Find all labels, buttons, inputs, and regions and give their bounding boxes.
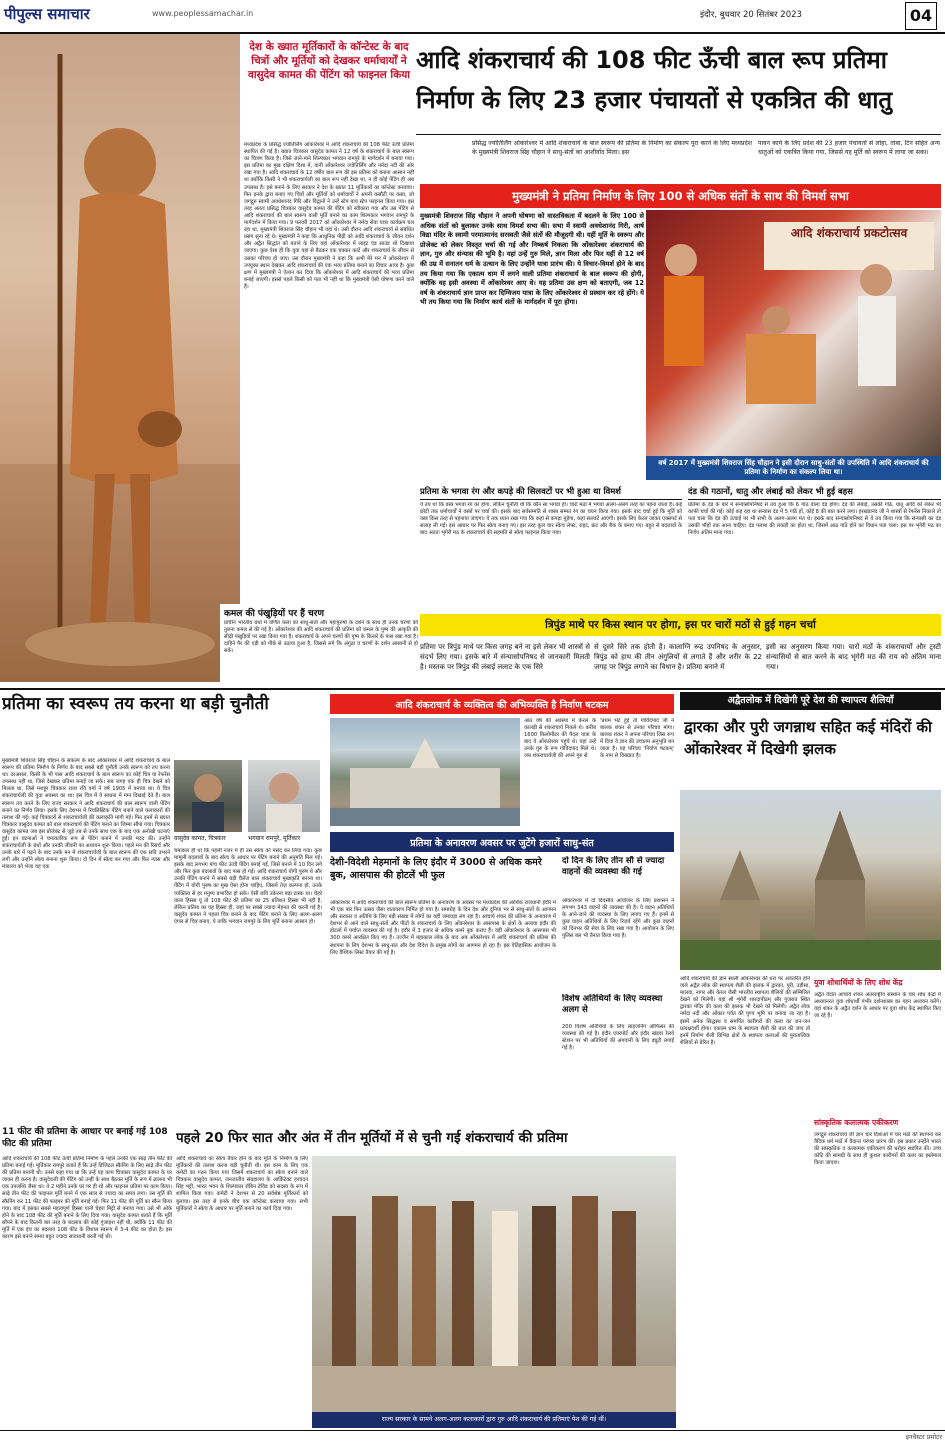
sabha-bar: मुख्यमंत्री ने प्रतिमा निर्माण के लिए 100 से अधिक संतों के साथ की विमर्श सभा (420, 184, 941, 208)
statue-photo (0, 34, 240, 682)
rampure-photo (248, 760, 320, 832)
murti-photo-caption: राज्य सरकार के सामने अलग-अलग कलाकारों द्वारा गुरु आदि शंकराचार्य की प्रतिमाएं पेश की गई थीं। (312, 1412, 676, 1428)
tripund-bar: त्रिपुंड माथे पर किस स्थान पर होगा, इस पर चारों मठों से हुई गहन चर्चा (420, 614, 941, 636)
sanskritik-body: जगद्गुरु शंकराचार्य जी ज्ञान चार दिशाओं में चार मठों की स्थापना कर वैदिक धर्म मठों में वैदान्त परंपरा प्रारंभ की। इस प्रकार उन्होंने भारत की सांस्कृतिक व कलात्मक एकीकरण की धरोहर स्थापित की। उच्च कोटि की सामग्री के साथ ही कुशल कारीगरों की कला का इस्तेमाल किया जाएगा। (814, 1132, 941, 1167)
advait-bar: अद्वैतलोक में दिखेगी पूरे देश की स्थापत्य शैलियाँ (727, 695, 894, 706)
page-number: 04 (905, 2, 937, 30)
sant-bar: प्रतिमा के अनावरण अवसर पर जुटेंगे हजारों साधु-संत (330, 832, 674, 852)
lead-headline-line-1: आदि शंकराचार्य की 108 फीट ऊँची बाल रूप प्रतिमा (416, 46, 887, 74)
sabha-photo-caption: वर्ष 2017 में मुख्यमंत्री शिवराज सिंह चौहान ने इसी दौरान साधु-संतों की उपस्थिति में आदि शंकराचार्य की प्रतिमा के निर्माण का संकल्प लिया था। (646, 456, 941, 480)
chunauti-body-2: चमत्कार ही था कि पहली नजर में ही उस स्केच को पसंद कर लिया गया। कुछ मामूली बदलावों के बाद स्केच के आधार पर पेंटिंग बनाने की अनुमति मिल गई। इसके बाद लगभग पांच फीट ऊंची पेंटिंग बनाई गई, जिसे बनाने में 10 दिन लगे और फिर कुछ बदलावों के बाद पास हो गई। आदि शंकराचार्य योगी पुरुष थे और उनकी पेंटिंग बनाने में सबसे बड़ी चैलेंज बाल शंकराचार्य मुखाकृति बनाना था। पेंटिंग में योगी पुरुष का मुख ऐसा होना चाहिए, जिसमें तेज़ कल्पना हो, उनके व्यक्तित्व से हर मनुष्य प्रभावित हो सके। ऐसी छवि उकेरना बड़ा टास्क था। चेहरे वाला हिस्सा यूं तो 108 फीट की प्रतिमा का 25 प्रतिशत हिस्सा भी नहीं है, लेकिन प्रतिमा का यह हिस्सा ही, जहां पर सबसे ज्यादा मेहनत की करनी गई है। वासुदेव कामत ने पहला चित्र बनाने के बाद पेंटिंग बनाने के लिए अलग-अलग एंगल से चित्र बनाए, ये ताकि भगवान रामपुरे के लिए मूर्ति बनाना आसान हो। (174, 848, 322, 925)
sant-body-2: ओंकारेश्वर में दो दिवसीय आयोजन के लिए प्रशासन ने लगभग 343 वाहनों की व्यवस्था की है। ये वाहन अतिथियों के आने-जाने की व्यवस्था के लिए लगाए गए हैं। इनमें से कुछ वाहन अतिथियों के लिए रिज़र्व रहेंगे और कुछ वाहनों को दिनभर की सेवा के लिए रखा गया है। आयोजन के लिए पुलिस बल भी तैनात किया गया है। (562, 898, 674, 940)
lead-intro-col-1: प्रसिद्ध ज्योतिर्लिंग ओंकारेश्वर में आदि शंकराचार्य के बाल स्वरूप की प्रतिमा के निर्माण का संकल्प पूरा करने के लिए मध्यप्रदेश के मुख्यमंत्री शिवराज सिंह चौहान ने साधु-संतों का आशीर्वाद मिला। इस (472, 140, 752, 156)
omkareshwar-photo (330, 718, 520, 826)
yuva-title: युवा शोधार्थियों के लिए शोध केंद्र (814, 978, 903, 987)
lotus-box-title: कमल की पंखुड़ियों पर हैं चरण (224, 609, 324, 619)
tripund-col-1: प्रतिमा पर त्रिपुंड माथे पर किस जगह बने ना इसे लेकर भी शास्त्रों से संदर्भ लिए गया। इसके बारे में संन्यासोपनिषद से जानकारी मिलती है। मस्तक पर त्रिपुंड की लंबाई ललाट के एक सिरे (420, 643, 590, 671)
rampure-caption: भगवान रामपुरे, मूर्तिकार (248, 835, 301, 842)
kamat-photo (174, 760, 242, 832)
advait-body: आदि शंकराचार्य की ज्ञान स्थली ओंकारेश्वर की धरा पर अवतरित होने वाले अद्वैत लोक की स्थापत्य शैली की झलक में द्वारका, पुरी, उड़ीसा, मालवा, नागर और केरल जैसी भारतीय स्थापत्य शैलियों की सम्मिलित देखने को मिलेगी। यहां श्री शृंगेरी शारदापीठम् और गुजरात स्थित द्वारका मंदिर की कला की झलक भी देखने को मिलेगी। अद्वैत लोक नर्मदा नदी और ओंकार पर्वत की पुण्य भूमि पर बनाया जा रहा है। इसमें अनेक सिद्धस्थ व समर्पित कारीगरों की कला का जन-जन प्रत्यक्षदर्शी होगा। एकात्म धाम के स्थापत्य शैली की बात की जाए तो इनमें निर्माण शैली विभिन्न क्षेत्रों के स्थापत्य कलाओं की पुरातात्विक शैलियों से प्रेरित है। (680, 976, 810, 1046)
dand-body: प्रतिमा के दंड के बारे में संन्यासोपनिषद से तय हुआ कि 6 गांठ वाला दंड होगा। दंड की लंबाई, उसकी गांठें, धातु आदि को लेकर भी काफी चर्चा की गई। कोई कह रहा था संन्यास दंड में 5 गांठें हों, कोई 8 की बात करने लगा। हरखंडानंद जी ने शास्त्रों से रेफरेंस निकाले तो पता चला कि दंड की ऊंचाई पर भी सभी के अलग-अलग मत थे। इसके बाद संन्यासोपनिषद से ये तय किया गया कि संन्यासी का दंड उसकी भौंहों तक आना चाहिए। दंड पलाश की लकड़ी का होता था, जिसमें आठ गांठें होने का विधान पता चला। इस पर भृंगेरी मठ का निर्णय अंतिम माना गया। (688, 502, 941, 537)
sant-title-1: देशी-विदेशी मेहमानों के लिए इंदौर में 3000 से अधिक कमरे बुक, आसपास की होटलें भी फुल (330, 857, 542, 881)
lead-body: मध्यप्रदेश के प्रसिद्ध ज्योतिर्लिंग ओंकारेश्वर में आदि शंकराचार्य की 108 फीट ऊंची प्रतिमा स्थापित की गई है। ख्यात चित्रकार वासुदेव कामत ने 12 वर्ष के शंकराचार्य के बाल स्वरूप का चित्रण किया है। जिसे जाने-माने शिल्पकार भगवान रामपुरे के मार्गदर्शन में बनाया गया। इस प्रतिमा का मुख दक्षिण दिशा में, यानी ओंकारेश्वर ज्योतिर्लिंग और नर्मदा नदी की ओर रखा गया है। आदि शंकराचार्य के 12 वर्षीय बाल रूप की इस प्रतिमा को बनाना आसान नहीं था क्योंकि किसी ने भी शंकराचार्यजी का बाल रूप नहीं देखा था, न ही कोई पेंटिंग ही अब उपलब्ध है। इसे बनाने के लिए सरकार ने देश के ख्यात 11 मूर्तिकारों का कॉन्टेस्ट करवाया। फिर इनके द्वारा बनाए गए चित्रों और मूर्तियों को धर्माचार्यों ने अपनी कसौटी पर कसा, जो जगद्गुरु स्वामी अवधेशानंद गिरि और विद्वानों ने उन्हें स्टेप बाय स्टेप फाइनल किया गया। इस तरह अंततः प्रसिद्ध चित्रकार वासुदेव कामत की पेंटिंग को स्वीकारा गया और उस पेंटिंग से आदि शंकराचार्य की बाल स्वरूप वाली मूर्ति बनाने का काम शिल्पकार भगवान रामपुरे के मार्गदर्शन में किया गया। 9 फरवरी 2017 को ओंकारेश्वर में नर्मदा सेवा यात्रा कार्यक्रम चल रहा था, मुख्यमंत्री शिवराज सिंह चौहान भी वहां थे। उसी दौरान आदि शंकराचार्य से संबंधित प्रसंग सुना रहे थे। मुख्यमंत्री ने कहा कि आधुनिक पीढ़ी को आदि शंकराचार्य के जीवन दर्शन और अद्वैत सिद्धांत को बताने के लिए यहां ओंकारेश्वर में लाइट एंड साउंड शो दिखाया जाएगा। कुछ ऐसा ही कि युवा यहां से बैठकर एक चक्कर काटें और शंकराचार्य के जीवन से उसका परिचय हो जाए। उस दौरान मुख्यमंत्री ने कहा कि अभी मेरे मन में ओंकारेश्वर में उपयुक्त स्थान देखकर आदि शंकराचार्य की एक भव्य प्रतिमा बनाने का विचार आया है। कुछ क्षण में मुख्यमंत्री ने ऐलान कर दिया कि ओंकारेश्वर में आदि शंकराचार्य की भव्य प्रतिमा बनाई जाएगी। इससे पहले किसी को पता भी नहीं था कि मुख्यमंत्री ऐसी घोषणा करने वाले हैं। (244, 142, 414, 290)
footer-right: इनवैस्टर प्रमोटर (905, 1433, 942, 1441)
teen-murti-col-1: आदि शंकराचार्य का स्केच तैयार होने के बाद मूर्ति के निर्माण के लिए मूर्तिकारों की तलाश करना बड़ी चुनौती थी। इस काम के लिए एक कमेटी का गठन किया गया जिसमें शंकराचार्य का स्केच बनाने वाले चित्रकार वासुदेव कामत, जनजातीय संग्रहालय के आर्किटेक्ट हरचंदन सिंह भट्टी, भारत भवन के शिल्पकार रॉबिन डेविड को सदस्य के रूप में शामिल किया गया। कमेटी ने देशभर से 20 सर्वश्रेष्ठ मूर्तिकारों को बुलाया। इस तरह से इनके बीच एक कॉन्टेस्ट करवाया गया। सभी मूर्तिकारों ने स्केच के आधार पर मूर्ति बनाने का कार्य दिया गया। (176, 1156, 308, 1212)
lotus-box (220, 604, 420, 682)
sabha-banner: आदि शंकराचार्य प्रकटोत्सव (764, 222, 934, 270)
bhagwa-title: प्रतिमा के भगवा रंग और कपड़े की सिलवटों पर भी हुआ था विमर्श (420, 486, 682, 500)
eleven-ft-body: आदि शंकराचार्य की 108 फीट ऊंची प्रतिमा निर्माण के पहले उनकी एक साढ़े तीन फीट की प्रतिमा बनाई गई। मूर्तिकार रामपुरे बताते हैं कि उन्हें डिजिटल स्कैनिंग के लिए साढ़े तीन फीट की प्रतिमा बनानी थी। उनसे कहा गया था कि उन्हें यह काम चित्रकार वासुदेव कामत के घर जाकर ही करना है। वासुदेवजी की पेंटिंग को उन्हीं के साथ बैठकर मूर्ति के रूप में ढालना भी एक उपलब्धि जैसा था। वे 2 महीने उनके घर पर ही रहे और फाइनल प्रतिमा पर काम किया। साढ़े तीन फीट की फाइनल मूर्ति बनने में एक साल से ज्यादा का समय लगा। उस मूर्ति की स्कैनिंग कर 11 फीट की फाइबर की मूर्ति बनाई गई। फिर 11 फीट की मूर्ति का स्कैन किया गया। बाद में इसका सबसे महत्वपूर्ण हिस्सा यानी चेहरा मिट्टी से बनाया गया। उसे भी ओके होने के बाद 108 फीट की मूर्ति बनाने के लिए दिया गया। वासुदेव कामत बताते हैं कि मूर्ति सौंपने के बाद कितनी बार तरह के बदलाव की कोई गुंजाइश नहीं थी, क्योंकि 11 फीट की मूर्ति में एक इंच का बदलाव 108 फीट के विशाल स्वरूप में 3-4 फीट का होता है। इस कारण इसे बनाने समय बहुत ज्यादा सावधानी बरती गई थी। (2, 1156, 172, 1241)
chunauti-body: मुख्यमंत्री शिवराज सिंह चौहान के संकल्प के बाद ओंकारेश्वर में आदि शंकराचार्य के बाल स्वरूप की प्रतिमा निर्माण के निर्णय के बाद सबसे बड़ी चुनौती उनके स्वरूप को तय करना था। दरअसल, किसी के भी पास आदि शंकराचार्य के बाल स्वरूप का कोई चित्र या रेफरेंस उपलब्ध नहीं था, जिसे देखकर प्रतिमा बनाई जा सके। सब जगह एक ही चित्र देखने को मिलता था, जिसे मशहूर चित्रकार राजा रवि वर्मा ने वर्ष 1905 में बनाया था। ये चित्र शंकराचार्यजी की युवा अवस्था का था। इस चित्र में ये साधना में मग्न दिखाई देते हैं। बाल स्वरूप तय करने के लिए राज्य सरकार ने आदि शंकराचार्य की बाल स्वरूप वाली पेंटिंग बनाने का निर्णय लिया। इसके लिए देशभर में रियलिस्टिक पेंटिंग बनाने वाले कलाकारों की तलाश की गई। कई चित्रकारों से शंकराचार्यजी की कलाकृति मांगी गई। फिर इनमें से ख्यात चित्रकार वासुदेव कामत को बाल शंकराचार्य की पेंटिंग बनाने का जिम्मा सौंपा गया। चित्रकार वासुदेव कामत जब इस प्रोजेक्ट से जुड़े तब से उनके साथ एक के बाद एक अनोखी घटनाएं हुईं। इन घटनाओं ने चमत्कारिक रूप से पेंटिंग बनाने में उनकी मदद की। उन्होंने शंकराचार्यजी के ग्रंथों और उनकी जीवनी का अध्ययन शुरू किया। पहले मन की रिसर्च और उनके बारे में पढ़ने के बाद उनके मन में शंकराचार्यजी के बाल स्वरूप की एक छवि उभरने लगी और उन्होंने स्केच बनाना शुरू किया। दो दिन में स्केच बन गया और फिर न्यास और मंत्रालय को भेजा यह एक (2, 758, 170, 871)
lead-intro-col-2: पावन कार्य के लिए प्रदेश की 23 हजार पंचायतों से लोहा, तांबा, टिन सहित अन्य धातुओं को एकत्रित किया गया, जिससे यह मूर्ति को स्वरूप में लाया जा सका। (758, 140, 940, 156)
kamat-caption: वासुदेव कामत, चित्रकार (174, 835, 226, 842)
tripund-col-2: से दूसरे सिरे तक होती है। कालाग्नि रूद्र उपनिषद के अनुसार, त्रिपुंड को हाथ की तीन अंगुलियों से लगाते हैं और शरीर के 22 जगह पर त्रिपुंड लगाने का विधान है। प्रतिमा बनाने में (594, 643, 762, 671)
sant-body-3: 200 विशेष अतिथियों के लिए लाइजनिंग ऑफिसर की व्यवस्था की गई है। इंदौर एयरपोर्ट और इंदौर खंडवा रेलवे स्टेशन पर भी अतिथियों की अगवानी के लिए ड्यूटी लगाई गई है। (562, 1024, 674, 1052)
lead-kicker: देश के ख्यात मूर्तिकारों के कॉन्टेस्ट के बाद चित्रों और मूर्तियों को देखकर धर्माचार्यों ने वासुदेव कामत की पेंटिंग को फाइनल किया (247, 41, 410, 81)
sabha-photo (646, 210, 941, 476)
nirvana-col-2: 'प्रथम भेंट हुई तो गोविंदपाद जी ने बालक शंकर से उनका परिचय मांगा। बालक शंकर ने अपना परिचय जिस रूप में दिया वे ज्ञान की उच्चतम अनुभूति बन जाता है। यह परिचय 'निर्वाण षटकम्' के नाम से विख्यात है। (600, 718, 674, 760)
sanskritik-title: सांस्कृतिक कलात्मक एकीकरण (814, 1118, 899, 1127)
nirvana-col-1: आठ वर्ष की अवस्था में केरल के कालड़ी से शंकराचार्य निकले थे। करीब 1600 किलोमीटर की पैदल यात्रा के बाद वे ओंकारेश्वर पहुंचे थे। यहां उन्हें उनके गुरु के रूप गोविंदपाद मिले थे। जब शंकराचार्यजी की अपने गुरु से (524, 718, 596, 760)
eleven-ft-title: 11 फीट की प्रतिमा के आधार पर बनाई गई 108 फीट की प्रतिमा (2, 1127, 168, 1149)
temple-photo (680, 790, 941, 970)
masthead-url: www.peoplessamachar.in (152, 9, 254, 18)
sant-title-3: विशेष अतिथियों के लिए व्यवस्था अलग से (562, 994, 663, 1015)
tripund-col-3: इसी का अनुसरण किया गया। चारों मठों के शंकराचार्यों और ट्रस्टी संन्यासियों से बात करने के बाद भृंगेरी मठ की राय को अंतिम माना गया। (766, 643, 941, 671)
lead-headline-line-2: निर्माण के लिए 23 हजार पंचायतों से एकत्रित की धातु (416, 86, 893, 114)
sabha-body-wrap (420, 212, 644, 474)
yuva-body: अद्वैत वेदांत आचार्य शंकर अंतरराष्ट्रीय संस्थान के चार शोध केंद्रों में अध्ययनरत युवा शोधार्थी गंभीर दर्शनशास्त्र का गहन अध्ययन करेंगे। यहां शंकर के अद्वैत दर्शन के आधार पर युवा शोध केंद्र स्थापित किए जा रहे हैं। (814, 992, 941, 1020)
teen-murti-bar: पहले 20 फिर सात और अंत में तीन मूर्तियों में से चुनी गई शंकराचार्य की प्रतिमा (176, 1130, 568, 1146)
masthead (0, 0, 945, 34)
chunauti-title: प्रतिमा का स्वरूप तय करना था बड़ी चुनौती (2, 694, 269, 714)
nirvana-bar: आदि शंकराचार्य के व्यक्तित्व की अभिव्यक्ति है निर्वाण षटकम (330, 694, 674, 714)
sant-body-1: ओंकारेश्वर में आदि शंकराचार्य की बाल स्वरूप प्रतिमा के अनावरण के अवसर पर मध्यप्रदेश की आर्थिक राजधानी इंदौर में भी एक बार फिर उत्सव जैसा वातावरण निर्मित हो गया है। समारोह के दिन देश और दुनिया भर से साधु-संतों के आगमन और सरकार व अतिथि के लिए बड़ी संख्या में लोगों का यहीं जमावड़ा लग रहा है। आचार्य शंकर की प्रतिमा के अनावरण में देशभर से आने वाले साधु-संतों और पीठों के शंकराचार्य के लिए ओंकारेश्वर के आसपास के क्षेत्रों के अलावा इंदौर की होटलों में पर्याप्त व्यवस्था की गई है। इंदौर में 3 हजार से अधिक कमरे बुक कराए हैं। वहीं ओंकारेश्वर के आसपास भी 300 कमरे आरक्षित किए गए हैं। उज्जैन में महाकाल लोक के बाद अब ओंकारेश्वर में आदि शंकराचार्य की प्रतिमा की स्थापना के लिए देशभर के साधु-संत और देश विदेश के प्रमुख लोगों का आगमन हो रहा है। इस ऐतिहासिक आयोजन के लिए वैश्विक लिस्ट तैयार की गई है। (330, 900, 556, 956)
bhagwa-body: ये तय था कि वस्त्र भगवा रंग का होगा, लेकिन चुनौती थी कि कौन सा भगवा हो। चारों मठों में भगवा अलग-अलग तरह का पहना जाता है। कई छोटी तक धर्माचार्यों ने वस्त्रों पर चर्चा की। इसके बाद सर्वसम्मति से शास्त्र सम्मत रंग का चयन किया गया। इसके बाद चर्चा हुई कि मूर्ति को वस्त्र किस तरह से पहनाया जाएगा। ये तक ध्यान रखा गया कि कहां से कपड़ा मुड़ेगा, कहां सलवटें आएंगी। इसके लिए केरल जाकर एक्सपर्ट से सलाह ली गई। इस आधार पर फिर स्केच बनाए गए। इस तरह कुल चार स्केच लेफ्ट, राइट, फ्रंट और बैक के बनाए गए। बहुत से बदलावों के बाद अंततः भृंगेरी मठ के शंकराचार्य की सहमति से स्केच फाइनल किया गया। (420, 502, 682, 537)
advait-title: द्वारका और पुरी जगन्नाथ सहित कई मंदिरों की ओंकारेश्वर में दिखेगी झलक (684, 718, 932, 758)
lotus-box-body: प्राचीन भारतीय ग्रंथों में वर्णित कला का साधु-संतों और महापुरुषों के दर्शन के साथ ही उनके चरणों की तुलना कमल से की गई है। ओंकारेश्वर की आदि शंकराचार्य की प्रतिमा को कमल के पुष्प की आकृति की सीढ़ी पंखुड़ियों पर रखा किया गया है। शंकराचार्य के अपने चरणों की पुष्प के किनारे के पास रखा गया है। दाहिने पैर की एड़ी को पीछे से उठाया हुआ है, जिससे लगे कि अंगुठा व चरणों के दर्शन आसानी से हो सकें। (224, 620, 418, 655)
murti-photo (312, 1156, 676, 1428)
lead-headline (416, 40, 941, 132)
dand-title: दंड की गठानों, धातु और लंबाई को लेकर भी हुई बहस (688, 486, 941, 500)
sant-title-2: दो दिन के लिए तीन सौ से ज्यादा वाहनों की व्यवस्था की गई (562, 856, 665, 877)
dateline: इंदौर, बुधवार 20 सितंबर 2023 (700, 10, 802, 20)
masthead-logo: पीपुल्स समाचार (4, 5, 90, 23)
sabha-body: मुख्यमंत्री शिवराज सिंह चौहान ने अपनी घोषणा को वास्तविकता में बदलने के लिए 100 से अधिक संतों को बुलाकर उनके साथ विमर्श सभा की। सभा में स्वामी अवधेशानंद गिरी, आर्ष विद्या मंदिर के स्वामी परमात्मानंद सरस्वती जैसे संतों की मौजूदगी थी। यहीं मूर्ति के स्वरूप और प्रोजेक्ट को लेकर विस्तृत चर्चा की गई और निष्कर्ष निकला कि ओंकारेश्वर शंकराचार्य की ज्ञान, गुरु और संन्यास की भूमि है। यहां उन्हें गुरु मिले, ज्ञान मिला और फिर यहीं से 12 वर्ष की उम्र में सनातन धर्म के उत्थान के लिए उन्होंने यात्रा प्रारंभ की। ये विचार-विमर्श होने के बाद तय किया गया कि एकात्म धाम में लगने वाली प्रतिमा शंकराचार्य के बाल स्वरूप की होगी, क्योंकि वह इसी अवस्था में ओंकारेश्वर आए थे। यह प्रतिमा उस क्षण को बताएगी, जब 12 वर्ष के शंकराचार्य ज्ञान प्राप्त कर दिग्विजय यात्रा के लिए ओंकारेश्वर से प्रस्थान कर रहे होंगे। ये भी तय किया गया कि निर्माण कार्य संतों के मार्गदर्शन में पूरा होगा। (420, 212, 644, 307)
